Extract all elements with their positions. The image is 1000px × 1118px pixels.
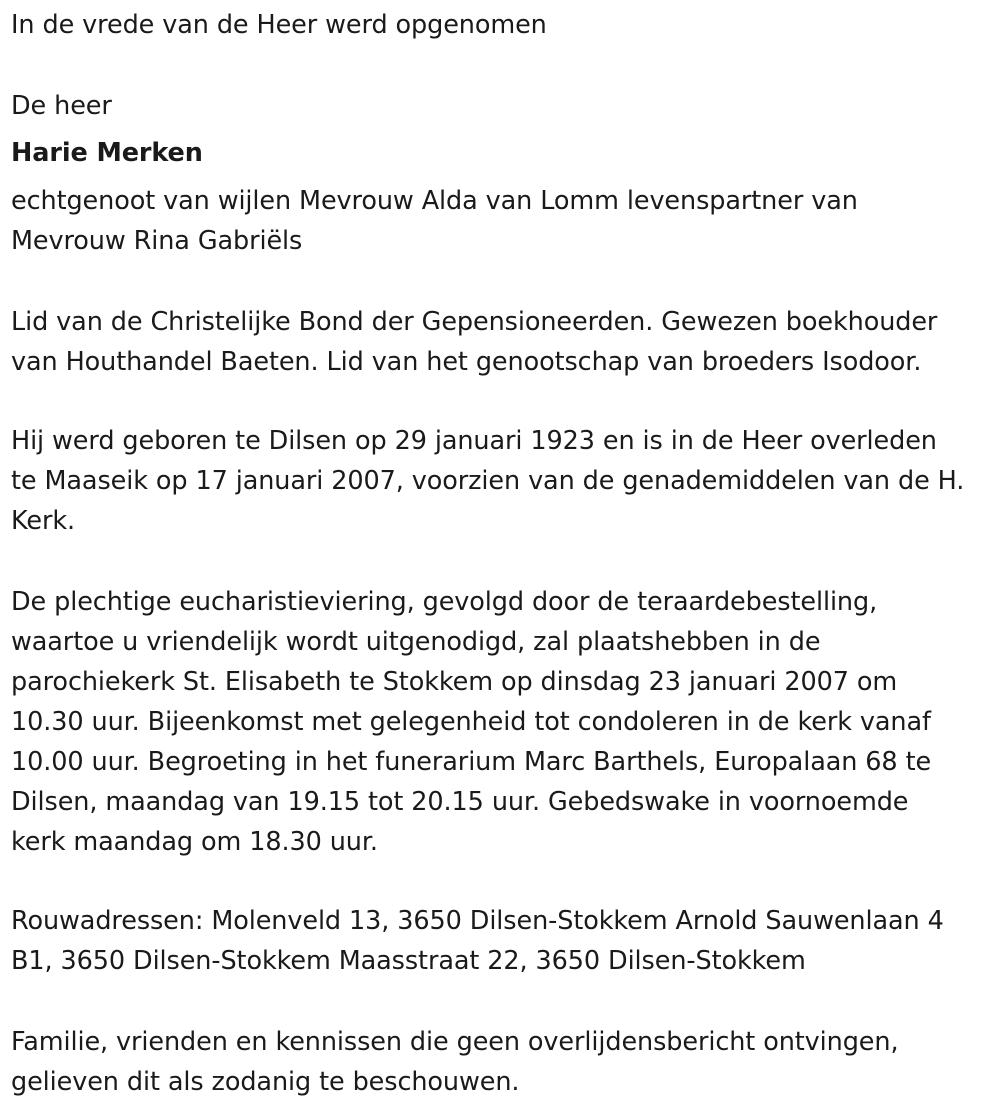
addresses-line-1: Rouwadressen: Molenveld 13, 3650 Dilsen-Stokkem Arnold Sauwenlaan 4 <box>11 906 944 936</box>
salutation: De heer <box>11 91 112 121</box>
ceremony-line-2: waartoe u vriendelijk wordt uitgenodigd, zal plaatshebben in de <box>11 627 821 657</box>
memberships-line-2: van Houthandel Baeten. Lid van het genootschap van broeders Isodoor. <box>11 347 922 377</box>
ceremony-line-6: Dilsen, maandag van 19.15 tot 20.15 uur. Gebedswake in voornoemde <box>11 787 909 817</box>
ceremony-line-5: 10.00 uur. Begroeting in het funerarium Marc Barthels, Europalaan 68 te <box>11 747 932 777</box>
addresses-line-2: B1, 3650 Dilsen-Stokkem Maasstraat 22, 3650 Dilsen-Stokkem <box>11 946 806 976</box>
closing-line-2: gelieven dit als zodanig te beschouwen. <box>11 1067 520 1097</box>
ceremony-line-7: kerk maandag om 18.30 uur. <box>11 827 378 857</box>
closing-line-1: Familie, vrienden en kennissen die geen overlijdensbericht ontvingen, <box>11 1027 899 1057</box>
ceremony-line-3: parochiekerk St. Elisabeth te Stokkem op dinsdag 23 januari 2007 om <box>11 667 898 697</box>
memberships-line-1: Lid van de Christelijke Bond der Gepensioneerden. Gewezen boekhouder <box>11 307 938 337</box>
relation-line-2: Mevrouw Rina Gabriëls <box>11 226 303 256</box>
ceremony-line-1: De plechtige eucharistieviering, gevolgd door de teraardebestelling, <box>11 587 878 617</box>
intro-line: In de vrede van de Heer werd opgenomen <box>11 10 547 40</box>
birth-death-line-2: te Maaseik op 17 januari 2007, voorzien van de genademiddelen van de H. <box>11 466 965 496</box>
birth-death-line-1: Hij werd geboren te Dilsen op 29 januari 1923 en is in de Heer overleden <box>11 426 937 456</box>
relation-line-1: echtgenoot van wijlen Mevrouw Alda van Lomm levenspartner van <box>11 186 858 216</box>
ceremony-line-4: 10.30 uur. Bijeenkomst met gelegenheid tot condoleren in de kerk vanaf <box>11 707 931 737</box>
deceased-name: Harie Merken <box>11 138 203 168</box>
birth-death-line-3: Kerk. <box>11 506 75 536</box>
